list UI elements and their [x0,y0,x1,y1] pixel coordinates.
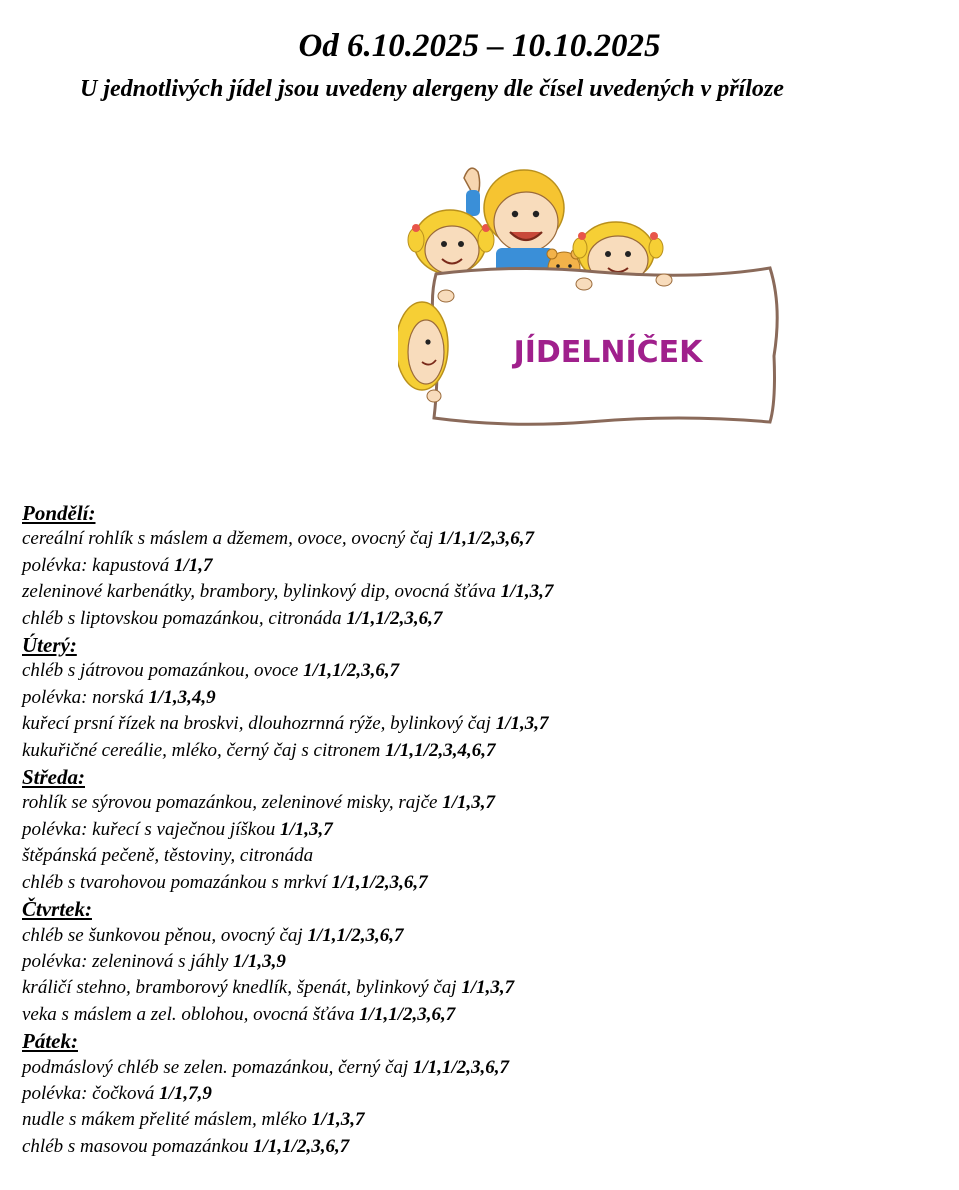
menu-item-text: králičí stehno, bramborový knedlík, špenát, bylinkový čaj [22,977,462,999]
menu-item [22,526,942,552]
menu-item-text: podmáslový chléb se zelen. pomazánkou, černý čaj [22,1056,413,1078]
menu-item-text: štěpánská pečeně, těstoviny, citronáda [22,845,314,867]
allergen-codes: 1/1,1/2,3,6,7 [303,660,400,682]
menu-item [22,1002,942,1028]
day-heading: Pátek: [22,1029,78,1054]
menu-item [22,1081,942,1107]
menu-item-text: kuřecí prsní řízek na broskvi, dlouhozrnná rýže, bylinkový čaj [22,713,496,735]
menu-item [22,870,942,896]
allergen-codes: 1/1,3,7 [442,792,495,814]
day-heading: Úterý: [22,633,77,658]
girl-peeking-figure [398,302,448,390]
menu-item [22,711,942,737]
menu-item [22,1055,942,1081]
menu-item-text: polévka: norská [22,686,149,708]
day-heading: Pondělí: [22,501,96,525]
allergen-codes: 1/1,1/2,3,6,7 [346,607,443,629]
menu-item-text: polévka: čočková [22,1082,160,1104]
menu-item-text: chléb s liptovskou pomazánkou, citronáda [22,607,347,629]
menu-item [22,1107,942,1133]
allergen-codes: 1/1,7,9 [159,1082,212,1104]
menu-item-text: polévka: zeleninová s jáhly [22,950,234,972]
menu-item [22,975,942,1001]
menu-item-text: polévka: kapustová [22,554,174,576]
menu-item [22,658,942,684]
menu-item-text: nudle s mákem přelité máslem, mléko [22,1109,312,1131]
allergen-codes: 1/1,1/2,3,4,6,7 [385,739,496,761]
banner-title: JÍDELNÍČEK [513,335,703,370]
weekly-menu [22,500,942,1160]
menu-item-text: chléb se šunkovou pěnou, ovocný čaj [22,924,308,946]
page-title: Od 6.10.2025 – 10.10.2025 [298,28,661,64]
menu-item-text: rohlík se sýrovou pomazánkou, zeleninové misky, rajče [22,792,443,814]
allergen-codes: 1/1,3,7 [495,713,549,735]
allergen-codes: 1/1,3,7 [311,1109,365,1131]
day-heading: Středa: [22,765,85,790]
menu-item [22,579,942,605]
allergen-codes: 1/1,1/2,3,6,7 [437,528,534,550]
menu-item [22,843,942,869]
allergen-codes: 1/1,3,7 [279,818,333,840]
allergen-codes: 1/1,1/2,3,6,7 [359,1003,456,1025]
menu-item-text: chléb s tvarohovou pomazánkou s mrkví [22,871,332,893]
allergen-codes: 1/1,1/2,3,6,7 [412,1056,510,1078]
menu-item [22,553,942,579]
menu-item [22,923,942,949]
menu-item-text: cereální rohlík s máslem a džemem, ovoce, ovocný čaj [22,528,438,550]
menu-item [22,949,942,975]
allergen-codes: 1/1,3,4,9 [148,686,216,708]
menu-item-text: chléb s játrovou pomazánkou, ovoce [22,660,304,682]
day-heading: Čtvrtek: [22,897,92,922]
allergen-codes: 1/1,1/2,3,6,7 [331,871,428,893]
girl-left-figure [408,168,494,274]
menu-item-text: polévka: kuřecí s vaječnou jíškou [22,818,280,840]
kids-menu-illustration [398,156,788,440]
allergen-codes: 1/1,3,7 [461,977,515,999]
allergen-codes: 1/1,3,7 [500,581,554,603]
menu-item [22,790,942,816]
menu-item-text: chléb s masovou pomazánkou [22,1135,254,1157]
allergen-codes: 1/1,7 [173,554,213,576]
allergen-note: U jednotlivých jídel jsou uvedeny alergeny dle čísel uvedených v příloze [80,76,784,102]
allergen-codes: 1/1,1/2,3,6,7 [307,924,404,946]
menu-item [22,738,942,764]
menu-item [22,817,942,843]
menu-item [22,1134,942,1160]
allergen-codes: 1/1,1/2,3,6,7 [253,1135,350,1157]
menu-item-text: kukuřičné cereálie, mléko, černý čaj s citronem [22,739,386,761]
allergen-codes: 1/1,3,9 [233,950,286,972]
menu-item [22,685,942,711]
menu-item [22,606,942,632]
menu-item-text: zeleninové karbenátky, brambory, bylinkový dip, ovocná šťáva [22,581,501,603]
menu-item-text: veka s máslem a zel. oblohou, ovocná šťáva [22,1003,360,1025]
